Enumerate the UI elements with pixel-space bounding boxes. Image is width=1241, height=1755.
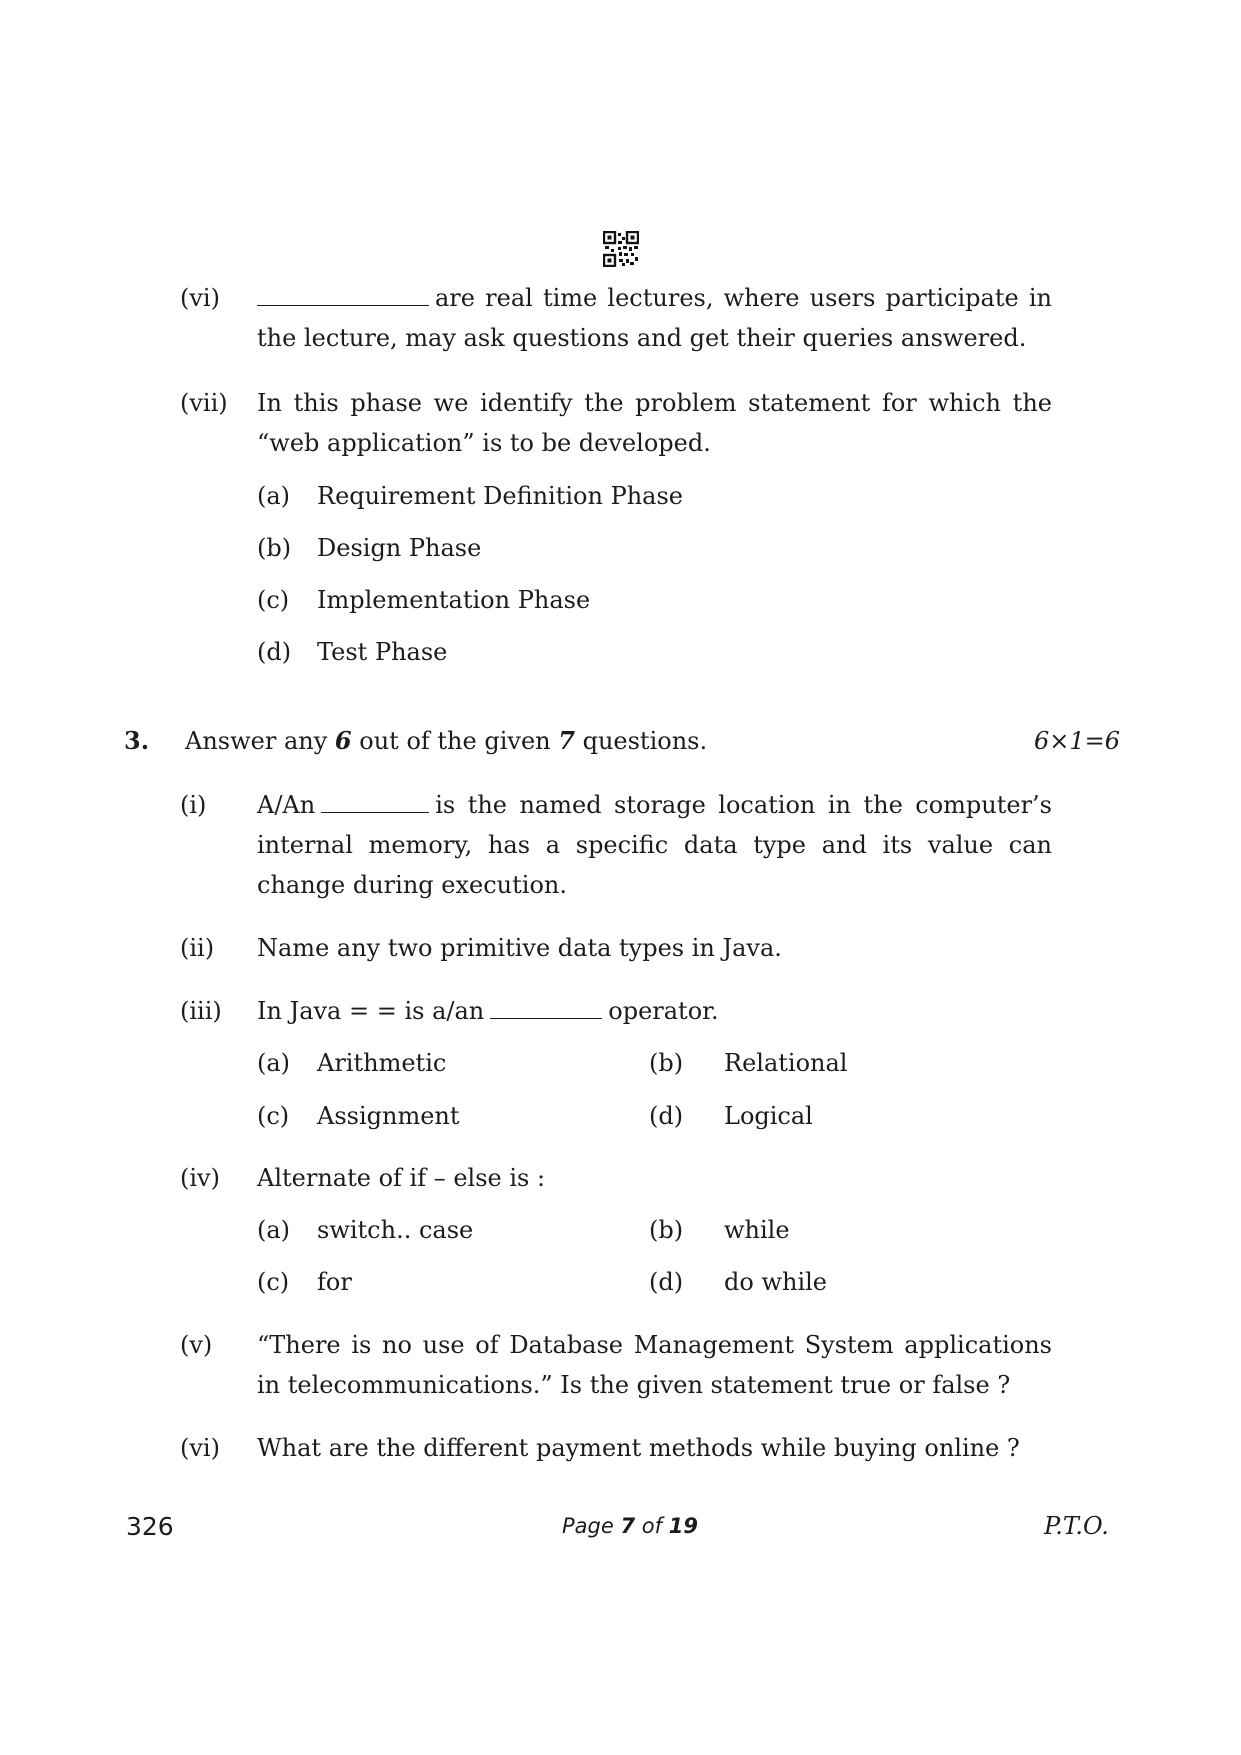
option-text: Assignment: [317, 1102, 460, 1130]
option-text: Test Phase: [317, 638, 448, 666]
option-text: Implementation Phase: [317, 586, 591, 614]
option-label: (c): [257, 1268, 290, 1296]
question-number: (vi): [180, 1434, 220, 1462]
option-text: while: [724, 1216, 790, 1244]
question-text: In Java = = is a/an operator.: [257, 997, 719, 1025]
option-label: (a): [257, 482, 291, 510]
question-text: “There is no use of Database Management System applications in telecommunications.” Is the given statement true or false ?: [257, 1331, 1052, 1399]
section-instruction: Answer any 6 out of the given 7 questions.: [185, 726, 708, 755]
option-label: (c): [257, 586, 290, 614]
option-text: Logical: [724, 1102, 813, 1130]
option-text: Arithmetic: [317, 1049, 447, 1077]
option-text: Relational: [724, 1049, 848, 1077]
option-label: (b): [649, 1049, 684, 1077]
option-label: (a): [257, 1216, 291, 1244]
question-number: (ii): [180, 934, 215, 962]
answer-blank: [321, 811, 429, 813]
question-number: 3.: [124, 726, 150, 755]
option-label: (d): [649, 1102, 684, 1130]
option-label: (d): [257, 638, 292, 666]
option-label: (b): [649, 1216, 684, 1244]
qr-code-icon: [603, 231, 639, 267]
question-number: (v): [180, 1331, 213, 1359]
option-text: switch.. case: [317, 1216, 474, 1244]
page-indicator: Page 7 of 19: [562, 1514, 698, 1538]
question-text: are real time lectures, where users participate in the lecture, may ask questions and get their queries answered.: [257, 284, 1052, 352]
question-number: (vii): [180, 389, 228, 417]
question-text: What are the different payment methods while buying online ?: [257, 1434, 1020, 1462]
option-text: do while: [724, 1268, 827, 1296]
option-label: (d): [649, 1268, 684, 1296]
answer-blank: [490, 1017, 602, 1019]
pto-note: P.T.O.: [1044, 1512, 1109, 1540]
paper-code: 326: [126, 1512, 174, 1541]
option-label: (b): [257, 534, 292, 562]
option-label: (a): [257, 1049, 291, 1077]
question-number: (iv): [180, 1164, 220, 1192]
answer-blank: [257, 304, 429, 306]
question-text: Alternate of if – else is :: [257, 1164, 546, 1192]
question-number: (iii): [180, 997, 222, 1025]
question-text: Name any two primitive data types in Java.: [257, 934, 782, 962]
option-text: Design Phase: [317, 534, 482, 562]
question-number: (vi): [180, 284, 220, 312]
option-text: Requirement Definition Phase: [317, 482, 684, 510]
marks-allocation: 6×1=6: [1034, 727, 1121, 755]
option-label: (c): [257, 1102, 290, 1130]
option-text: for: [317, 1268, 352, 1296]
question-number: (i): [180, 791, 207, 819]
question-text: In this phase we identify the problem statement for which the “web application” is to be developed.: [257, 389, 1052, 457]
question-text: A/An is the named storage location in the computer’s internal memory, has a specific data type and its value can change during execution.: [257, 791, 1052, 899]
